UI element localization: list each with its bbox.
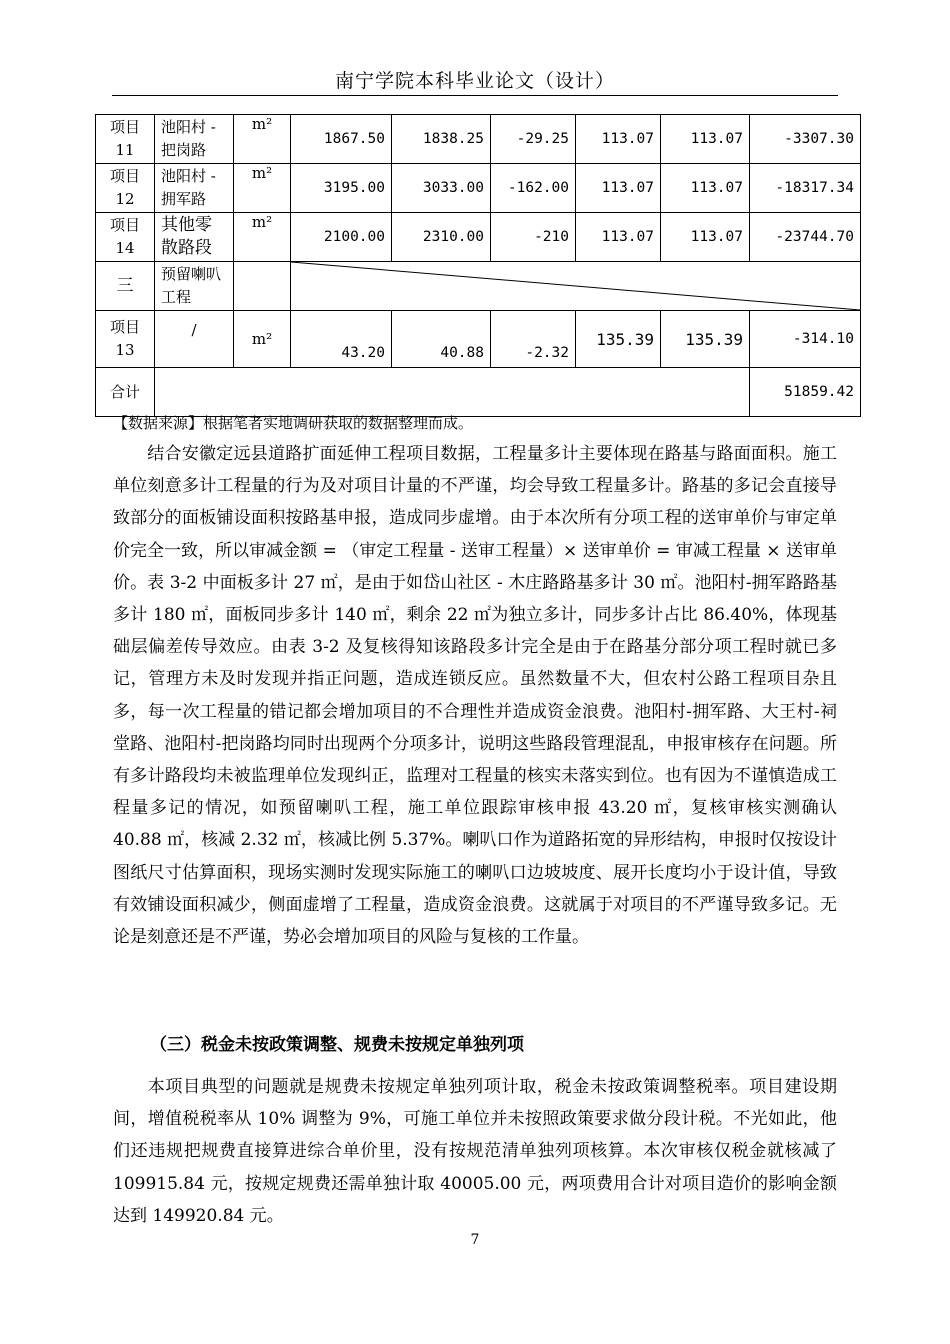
item-unit: m² (234, 115, 291, 164)
section-name: 预留喇叭 工程 (155, 262, 234, 311)
cell-amount: -18317.34 (750, 164, 861, 213)
total-value: 51859.42 (750, 368, 861, 417)
paragraph-text: 本项目典型的问题就是规费未按规定单独列项计取，税金未按政策调整税率。项目建设期间，增值税税率从 10% 调整为 9%，可施工单位并未按照政策要求做分段计税。不光如此，他们还违规把规费直接算进综合单价里，没有按规范清单独列项核算。本次审核仅税金就核减了 109915.84 元，按规定规费还需单独计取 40005.00 元，两项费用合计对项目造价的影响金额达到 149920.84 元。 (113, 1077, 837, 1226)
cell-diff: -2.32 (491, 311, 576, 368)
data-source-note: 【数据来源】根据笔者实地调研获取的数据整理而成。 (113, 414, 474, 432)
header-rule (112, 95, 838, 96)
cell-diff: -162.00 (491, 164, 576, 213)
cell-submitted: 43.20 (291, 311, 392, 368)
cell-price-submitted: 135.39 (576, 311, 661, 368)
cell-price-approved: 113.07 (661, 164, 750, 213)
item-name: 其他零 散路段 (155, 213, 234, 262)
paragraph (113, 1071, 837, 1232)
cell-price-approved: 135.39 (661, 311, 750, 368)
cell-price-submitted: 113.07 (576, 213, 661, 262)
table-row (96, 311, 861, 368)
page-number: 7 (470, 1232, 480, 1248)
item-name: / (155, 311, 234, 368)
cell-approved: 3033.00 (392, 164, 491, 213)
paragraph (113, 438, 837, 953)
item-name: 池阳村 - 拥军路 (155, 164, 234, 213)
table-row (96, 213, 861, 262)
item-unit: m² (234, 164, 291, 213)
total-empty (155, 368, 750, 417)
cell-submitted: 2100.00 (291, 213, 392, 262)
cell-amount: -314.10 (750, 311, 861, 368)
item-id: 项目 13 (96, 311, 155, 368)
item-id: 项目 14 (96, 213, 155, 262)
diagonal-cell (291, 262, 861, 311)
item-unit: m² (234, 311, 291, 368)
cell-approved: 2310.00 (392, 213, 491, 262)
table-row (96, 164, 861, 213)
total-label: 合计 (96, 368, 155, 417)
diagonal-line (291, 262, 860, 310)
section-heading: （三）税金未按政策调整、规费未按规定单独列项 (150, 1035, 524, 1055)
item-name: 池阳村 - 把岗路 (155, 115, 234, 164)
section-unit-empty (234, 262, 291, 311)
page-header: 南宁学院本科毕业论文（设计） (334, 70, 615, 92)
item-unit: m² (234, 213, 291, 262)
cell-price-submitted: 113.07 (576, 164, 661, 213)
paragraph-text: 结合安徽定远县道路扩面延伸工程项目数据，工程量多计主要体现在路基与路面面积。施工单位刻意多计工程量的行为及对项目计量的不严谨，均会导致工程量多计。路基的多记会直接导致部分的面板铺设面积按路基申报，造成同步虚增。由于本次所有分项工程的送审单价与审定单价完全一致，所以审减金额 = （审定工程量 - 送审工程量）× 送审单价 = 审减工程量 × 送审单价。表 3-2 中面板多计 27 ㎡，是由于如岱山社区 - 木庄路路基多计 30 ㎡。池阳村-拥军路路基多计 180 ㎡，面板同步多计 140 ㎡，剩余 22 ㎡为独立多计，同步多计占比 86.40%，体现基础层偏差传导效应。由表 3-2 及复核得知该路段多计完全是由于在路基分部分项工程时就已多记，管理方未及时发现并指正问题，造成连锁反应。虽然数量不大，但农村公路工程项目杂且多，每一次工程量的错记都会增加项目的不合理性并造成资金浪费。池阳村-拥军路、大王村-祠堂路、池阳村-把岗路均同时出现两个分项多计，说明这些路段管理混乱，申报审核存在问题。所有多计路段均未被监理单位发现纠正，监理对工程量的核实未落实到位。也有因为不谨慎造成工程量多记的情况，如预留喇叭工程，施工单位跟踪审核申报 43.20 ㎡，复核审核实测确认 40.88 ㎡，核减 2.32 ㎡，核减比例 5.37%。喇叭口作为道路拓宽的异形结构，申报时仅按设计图纸尺寸估算面积，现场实测时发现实际施工的喇叭口边坡坡度、展开长度均小于设计值，导致有效铺设面积减少，侧面虚增了工程量，造成资金浪费。这就属于对项目的不严谨导致多记。无论是刻意还是不严谨，势必会增加项目的风险与复核的工作量。 (113, 444, 837, 948)
section-id: 三 (96, 262, 155, 311)
section-row (96, 262, 861, 311)
cell-price-approved: 113.07 (661, 213, 750, 262)
cell-diff: -29.25 (491, 115, 576, 164)
data-table (95, 114, 861, 417)
cell-price-submitted: 113.07 (576, 115, 661, 164)
table-row (96, 115, 861, 164)
cell-submitted: 1867.50 (291, 115, 392, 164)
cell-approved: 1838.25 (392, 115, 491, 164)
cell-submitted: 3195.00 (291, 164, 392, 213)
cell-approved: 40.88 (392, 311, 491, 368)
item-id: 项目 12 (96, 164, 155, 213)
cell-amount: -3307.30 (750, 115, 861, 164)
cell-diff: -210 (491, 213, 576, 262)
item-id: 项目 11 (96, 115, 155, 164)
cell-amount: -23744.70 (750, 213, 861, 262)
cell-price-approved: 113.07 (661, 115, 750, 164)
total-row (96, 368, 861, 417)
